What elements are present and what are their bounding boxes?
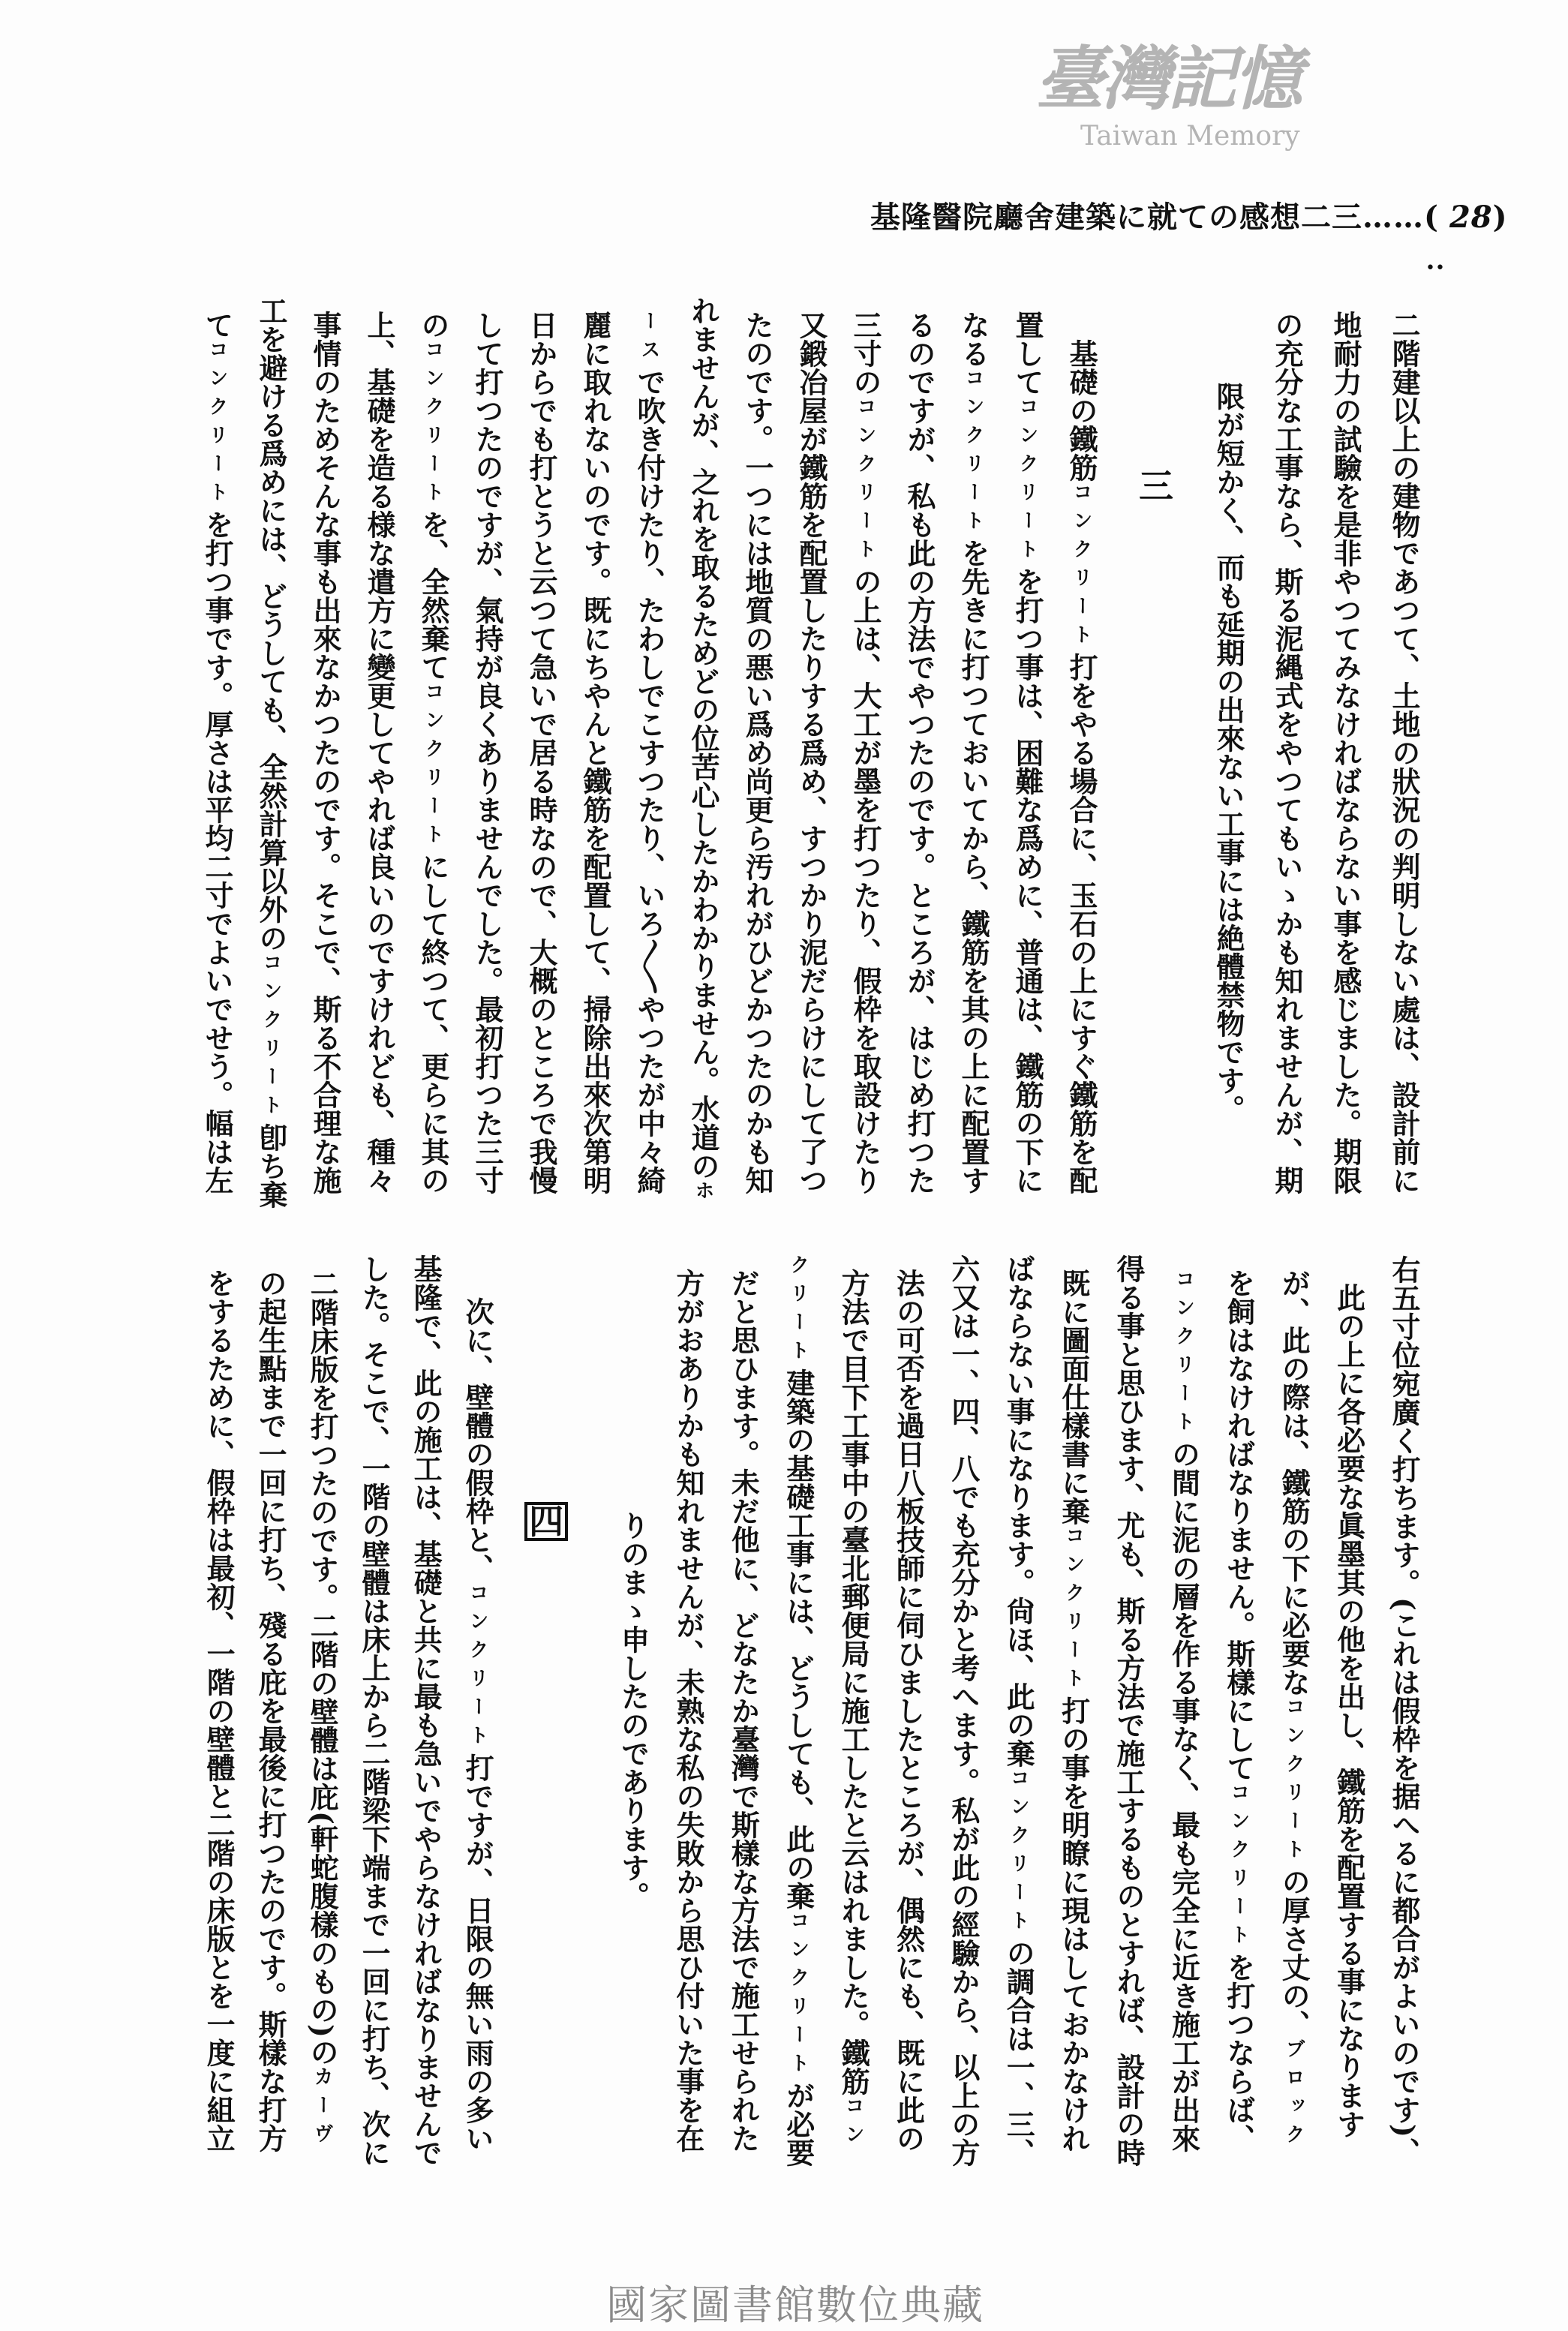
section-heading: 三 [1139,466,1173,506]
text-column: 法の可否を過日八板技師に伺ひましたところが、偶然にも、既に此の [891,1269,926,2152]
text-column: 方がおありかも知れませんが、未熟な私の失敗から思ひ付いた事を在 [671,1269,705,2152]
text-column: クリート建築の基礎工事には、どうしても、此の棄コンクリートが必要 [781,1254,816,2167]
text-column: 工を避ける爲めには、どうしても、全然計算以外のコンクリート卽ち棄 [254,296,288,1209]
text-column: のコンクリートを、全然棄てコンクリートにして終つて、更らに其の [416,311,450,1194]
text-column: コンクリートの間に泥の層を作る事なく、最も完全に近き施工が出來 [1167,1269,1201,2152]
text-column: 二階建以上の建物であつて、土地の狀況の判明しない處は、設計前に [1387,311,1421,1194]
watermark-cjk: 臺灣記憶 [1035,38,1300,119]
text-column: を飼はなければなりません。斯樣にしてコンクリートを打つならば、 [1221,1269,1256,2152]
text-column: 置してコンクリートを打つ事は、困難な爲めに、普通は、鐵筋の下に [1011,311,1044,1194]
running-header-close: ) [1492,200,1508,235]
text-column: 方法で目下工事中の臺北郵便局に施工したと云はれました。鐵筋コン [837,1269,871,2152]
text-column: 又鍛冶屋が鐵筋を配置したりする爲め、すつかり泥だらけにして了つ [795,311,828,1194]
upper-text-block [177,279,1421,1226]
text-column: をするために、假枠は最初、一階の壁體と二階の床版とを一度に組立 [202,1269,236,2152]
text-column: 六又は一、四、八でも充分かと考へます。私が此の經驗から、以上の方 [946,1254,981,2167]
text-column: 限が短かく、而も延期の出來ない工事には絶體禁物です。 [1212,382,1245,1123]
page-number: 28 [1449,200,1493,235]
running-header-title: 基隆醫院廳舍建築に就ての感想二三……( [870,200,1439,235]
section-heading-column [1095,279,1184,1226]
text-column: 次に、壁體の假枠と、コンクリート打ですが、日限の無い雨の多い [461,1269,495,2152]
text-column: 基隆で、此の施工は、基礎と共に最も急いでやらなければなりませんで [409,1254,443,2167]
text-column: るのですが、私も此の方法でやつたのです。ところが、はじめ打つた [903,311,936,1194]
section-heading: 四 [524,1502,568,1541]
text-column: ばならない事になります。尙ほ、此の棄コンクリートの調合は一、三、 [1002,1254,1036,2167]
text-column: 麗に取れないのです。既にちやんと鐵筋を配置して、掃除出來次第明 [578,311,612,1194]
text-column: 得る事と思ひます、尤も、斯る方法で施工するものとすれば、設計の時 [1112,1254,1146,2167]
section-heading-column [491,1230,592,2191]
text-column: 右五寸位宛廣く打ちます。(これは假枠を据へるに都合がよいのです)、 [1387,1255,1421,2166]
text-column: して打つたのですが、氣持が良くありませんでした。最初打つた三寸 [470,311,504,1194]
text-column: てコンクリートを打つ事です。厚さは平均二寸でよいでせう。幅は左 [200,311,234,1194]
text-column: だと思ひます。未だ他に、どなたか臺灣で斯樣な方法で施工せられた [726,1269,761,2152]
text-column: 三寸のコンクリートの上は、大工が墨を打つたり、假枠を取設けたり [849,311,882,1194]
text-column: 上、基礎を造る様な遣方に變更してやれば良いのですけれども、種々 [362,311,396,1194]
ornament-dots: •• [1425,259,1445,278]
text-column: 二階床版を打つたのです。二階の壁體は庇(軒蛇腹樣のもの)のカーヴ [305,1269,340,2152]
text-column: の起生點まで一回に打ち、殘る庇を最後に打つたのです。斯樣な打方 [254,1269,288,2152]
text-column: りのまゝ申したのであります。 [616,1511,650,1910]
running-header [870,194,1508,235]
text-column: 日からでも打とうと云つて急いで居る時なので、大概のところで我慢 [524,311,558,1194]
watermark-logo [1035,38,1350,180]
text-column: 事情のためそんな事も出來なかつたのです。そこで、斯る不合理な施 [308,311,342,1194]
text-column: なるコンクリートを先きに打つておいてから、鐵筋を其の上に配置す [957,311,990,1194]
text-column: 既に圖面仕樣書に棄コンクリート打の事を明瞭に現はしておかなけれ [1056,1269,1091,2152]
text-column: 基礎の鐵筋コンクリート打をやる場合に、玉石の上にすぐ鐵筋を配 [1065,311,1098,1194]
text-column: ースで吹き付けたり、たわしでこすつたり、いろ〳〵やつたが中々綺 [632,311,666,1194]
footer-credit: 國家圖書館數位典藏 [606,2281,984,2329]
text-column: れませんが、之れを取るためどの位苦心したかわかりません。水道のホ [686,296,720,1209]
watermark-en: Taiwan Memory [1080,121,1300,152]
text-column: した。そこで、一階の壁體は床上から二階梁下端まで一回に打ち、次に [357,1254,392,2167]
text-column: の充分な工事なら、斯る泥縄式をやつてもいゝかも知れませんが、期 [1270,311,1304,1194]
text-column: 地耐力の試驗を是非やつてみなければならない事を感じました。期限 [1329,311,1362,1194]
text-column: たのです。一つには地質の悪い爲め尚更ら汚れがひどかつたのかも知 [740,311,774,1194]
text-column: が、此の際は、鐵筋の下に必要なコンクリートの厚さ丈の、ブロック [1277,1269,1311,2152]
text-column: 此の上に各必要な眞墨其の他を出し、鐵筋を配置する事になります [1332,1283,1366,2138]
lower-text-block [181,1230,1421,2191]
